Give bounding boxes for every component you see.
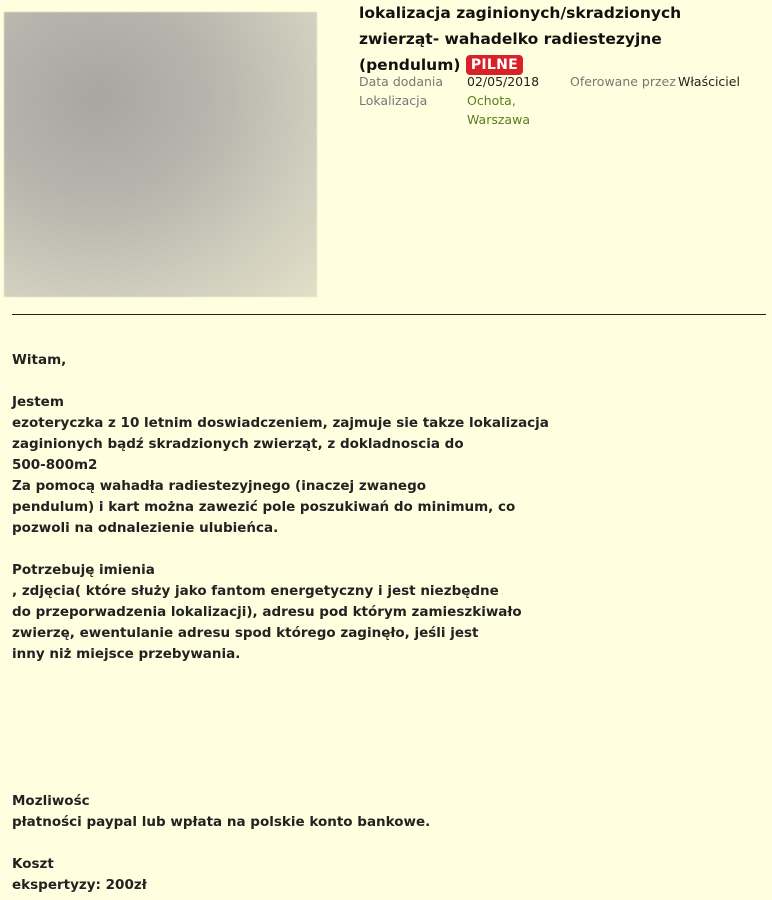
offered-by-value: Właściciel [678, 74, 740, 89]
description-payment: Mozliwośc płatności paypal lub wpłata na polskie konto bankowe. [12, 793, 431, 830]
offered-by-label: Oferowane przez [570, 74, 676, 89]
description-greeting: Witam, [12, 352, 67, 368]
date-value: 02/05/2018 [467, 74, 540, 89]
section-divider [12, 314, 766, 315]
listing-photo[interactable] [4, 12, 317, 297]
listing-title [359, 0, 764, 78]
description-intro: Jestem ezoteryczka z 10 letnim doswiadczeniem, zajmuje sie takze lokalizacja zaginionych bądź skradzionych zwierząt, z dokladnoscia do 500-800m2 Za pomocą wahadła radiestezyjnego (inaczej zwanego pendulum) i kart można zawezić pole poszukiwań do minimum, co pozwoli na odnalezienie ulubieńca. [12, 394, 549, 536]
location-city-link[interactable]: Warszawa [467, 112, 530, 127]
date-label: Data dodania [359, 74, 444, 89]
location-label: Lokalizacja [359, 93, 428, 108]
listing-title-text: lokalizacja zaginionych/skradzionych zwierząt- wahadelko radiestezyjne (pendulum) [359, 4, 682, 74]
urgent-badge: PILNE [466, 55, 523, 75]
location-district-link[interactable]: Ochota, [467, 93, 516, 108]
listing-header [359, 0, 764, 127]
description-needs: Potrzebuję imienia , zdjęcia( które służy jako fantom energetyczny i jest niezbędne do przeporwadzenia lokalizacji), adresu pod którym zamieszkiwało zwierzę, ewentulanie adresu spod którego zaginęło, jeśli jest inny niż miejsce przebywania. [12, 562, 522, 662]
listing-description [12, 350, 632, 896]
description-cost: Koszt ekspertyzy: 200zł [12, 856, 147, 893]
